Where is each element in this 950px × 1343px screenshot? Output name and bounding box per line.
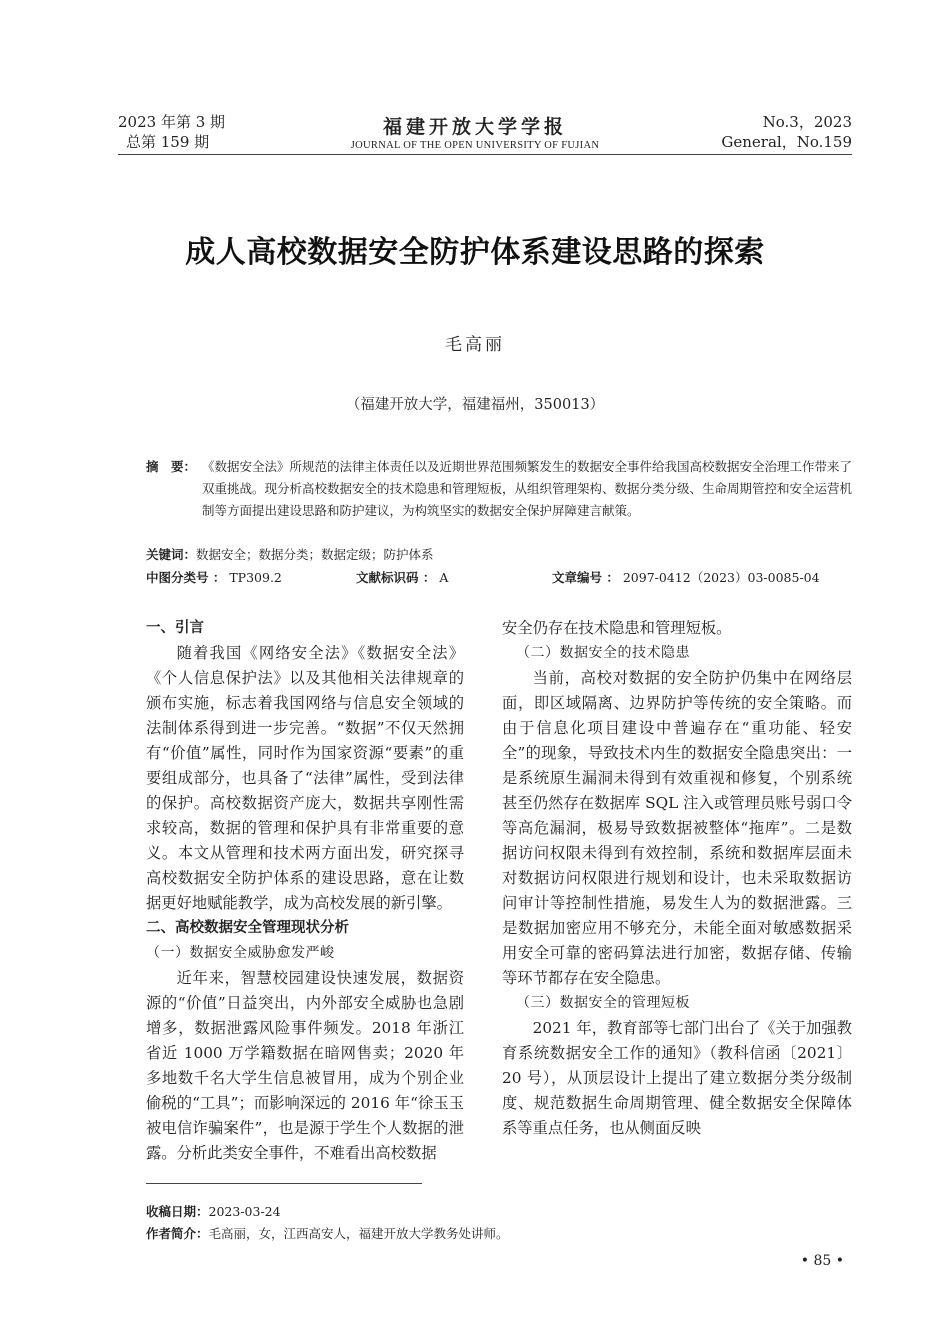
- author-bio-label: 作者简介：: [146, 1226, 209, 1241]
- article-id-label: 文章编号 ：: [552, 570, 619, 585]
- continued-paragraph: 安全仍存在技术隐患和管理短板。: [502, 619, 732, 637]
- abstract-block: [146, 456, 852, 522]
- subsection-3-paragraph: 2021 年，教育部等七部门出台了《关于加强教育系统数据安全工作的通知》（教科信函〔2021〕20 号），从顶层设计上提出了建立数据分类分级制度、规范数据生命周期管理、健全数据安全保障体系等重点任务，也从侧面反映: [502, 1019, 852, 1137]
- clc-value: TP309.2: [229, 570, 282, 585]
- issue-info-right: [721, 112, 852, 152]
- total-issue: 总第 159 期: [126, 133, 210, 151]
- abstract-text: 《数据安全法》所规范的法律主体责任以及近期世界范围频繁发生的数据安全事件给我国高校数据安全治理工作带来了双重挑战。现分析高校数据安全的技术隐患和管理短板，从组织管理架构、数据分类分级、生命周期管控和安全运营机制等方面提出建设思路和防护建议，为构筑坚实的数据安全保护屏障建言献策。: [202, 459, 853, 518]
- section-1-heading: 一、引言: [146, 620, 204, 636]
- article-id-value: 2097-0412（2023）03-0085-04: [622, 570, 820, 585]
- received-label: 收稿日期：: [146, 1204, 209, 1219]
- author-affiliation: （福建开放大学，福建福州，350013）: [345, 397, 605, 413]
- abstract-label: 摘 要：: [146, 459, 197, 474]
- article-id-row: [552, 568, 820, 586]
- right-column: [502, 616, 852, 1141]
- journal-subtitle: JOURNAL OF THE OPEN UNIVERSITY OF FUJIAN: [350, 140, 600, 151]
- section-2-heading: 二、高校数据安全管理现状分析: [146, 920, 349, 936]
- keywords-text: 数据安全；数据分类；数据定级；防护体系: [196, 547, 434, 562]
- author-bio: 毛高丽，女，江西高安人，福建开放大学教务处讲师。: [208, 1226, 509, 1241]
- clc-row: [146, 568, 282, 586]
- header-divider: [118, 154, 852, 155]
- received-date-row: [146, 1203, 281, 1221]
- article-author: 毛高丽: [445, 335, 505, 355]
- doc-code-row: [356, 568, 448, 586]
- received-date: 2023-03-24: [208, 1204, 281, 1219]
- subsection-2-heading: （二）数据安全的技术隐患: [516, 645, 690, 661]
- article-title: 成人高校数据安全防护体系建设思路的探索: [185, 235, 765, 270]
- section-1-paragraph: 随着我国《网络安全法》《数据安全法》《个人信息保护法》以及其他相关法律规章的颁布实施，标志着我国网络与信息安全领域的法制体系得到进一步完善。“数据”不仅天然拥有“价值”属性，同时作为国家资源“要素”的重要组成部分，也具备了“法律”属性，受到法律的保护。高校数据资产庞大，数据共享刚性需求较高，数据的管理和保护具有非常重要的意义。本文从管理和技术两方面出发，研究探寻高校数据安全防护体系的建设思路，意在让数据更好地赋能教学，成为高校发展的新引擎。: [146, 644, 464, 912]
- total-issue-en: General，No.159: [721, 133, 852, 151]
- page-number: • 85 •: [800, 1253, 844, 1269]
- subsection-2-paragraph: 当前，高校对数据的安全防护仍集中在网络层面，即区域隔离、边界防护等传统的安全策略。而由于信息化项目建设中普遍存在“重功能、轻安全”的现象，导致技术内生的数据安全隐患突出：一是系统原生漏洞未得到有效重视和修复，个别系统甚至仍然存在数据库 SQL 注入或管理员账号弱口令等高危漏洞，极易导致数据被整体“拖库”。二是数据访问权限未得到有效控制，系统和数据库层面未对数据访问权限进行规划和设计，也未采取数据访问审计等控制性措施，易发生人为的数据泄露。三是数据加密应用不够充分，未能全面对敏感数据采用安全可靠的密码算法进行加密，数据存储、传输等环节都存在安全隐患。: [502, 669, 852, 987]
- issue-number: 2023 年第 3 期: [118, 113, 226, 131]
- author-bio-row: [146, 1225, 509, 1243]
- subsection-1-heading: （一）数据安全威胁愈发严峻: [146, 945, 335, 961]
- left-column: [146, 616, 464, 1166]
- footnote-divider: [146, 1183, 422, 1184]
- doc-code-label: 文献标识码 ：: [356, 570, 436, 585]
- doc-code-value: A: [439, 570, 449, 585]
- subsection-3-heading: （三）数据安全的管理短板: [516, 995, 690, 1011]
- clc-label: 中图分类号 ：: [146, 570, 226, 585]
- keywords-label: 关键词：: [146, 547, 197, 562]
- keywords-row: [146, 544, 852, 566]
- subsection-1-paragraph: 近年来，智慧校园建设快速发展，数据资源的“价值”日益突出，内外部安全威胁也急剧增多，数据泄露风险事件频发。2018 年浙江省近 1000 万学籍数据在暗网售卖；2020 年多地数千名大学生信息被冒用，成为个别企业偷税的“工具”；而影响深远的 2016 年“徐玉玉被电信诈骗案件”，也是源于学生个人数据的泄露。分析此类安全事件，不难看出高校数据: [146, 969, 464, 1162]
- journal-title: 福建开放大学学报: [382, 116, 567, 138]
- issue-number-en: No.3，2023: [762, 113, 852, 131]
- abstract: [146, 456, 852, 522]
